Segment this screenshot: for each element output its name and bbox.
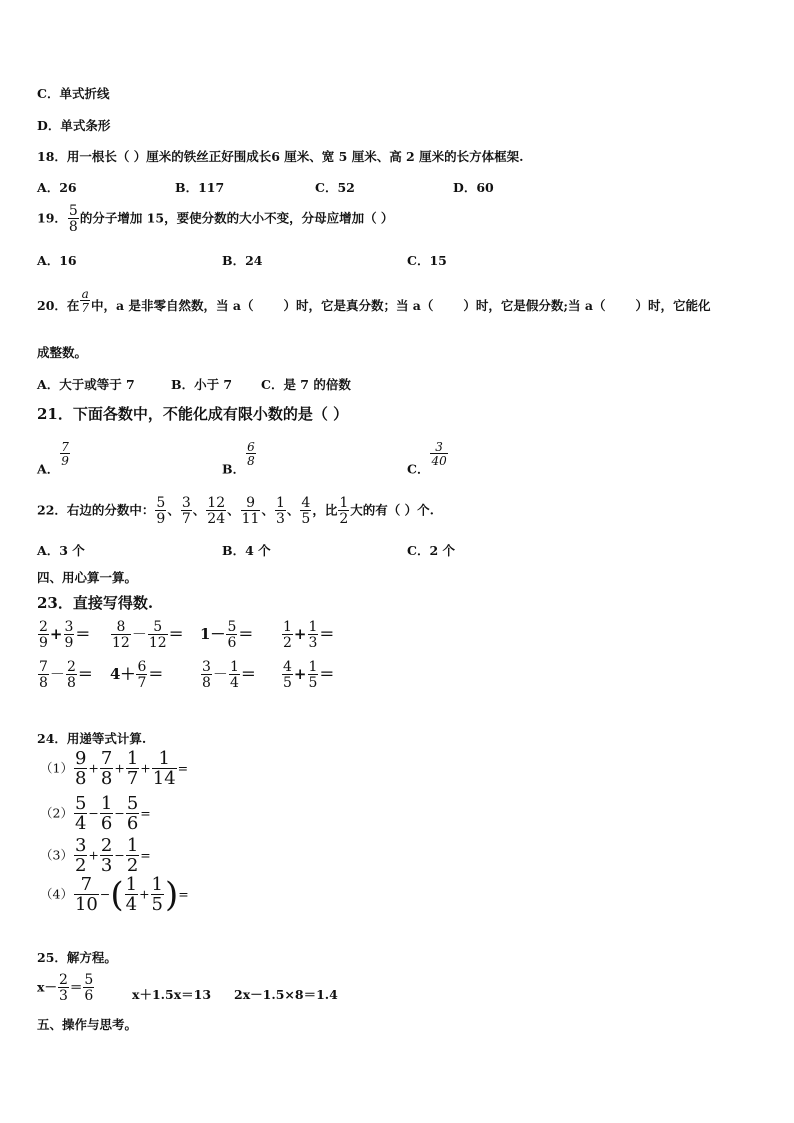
q24-expr-4: （4） $\frac{7}{10}$ −( $\frac{1}{4}$ + $\frac{1}{5}$ )=: [40, 874, 189, 915]
q24-title: 24．用递等式计算.: [37, 731, 147, 746]
q21-fraction-a: $\frac{7}{9}$: [61, 440, 69, 468]
q22-fraction-1: $\frac{5}{9}$: [156, 495, 166, 527]
q20-text-2: ）时，它是真分数；当 a（: [283, 298, 434, 313]
q20-option-b: B．小于 7: [171, 377, 233, 392]
q22-prefix: 22．右边的分数中：: [37, 502, 155, 518]
q21-fraction-c: $\frac{3}{40}$: [431, 440, 447, 468]
question-22: 22．右边的分数中： $\frac{5}{9}$ 、 $\frac{3}{7}$ 、 $\frac{12}{24}$ 、 $\frac{9}{11}$ 、 $\frac{1}{3}$ 、 $\frac{4}{5}$ ，比 $\frac{1}{2}$ 大的有（ ）个.: [37, 495, 434, 527]
section-4-heading: 四、用心算一算。: [37, 570, 138, 585]
q18-option-d: D．60: [453, 180, 494, 195]
option-c-line: C．单式折线: [37, 86, 110, 101]
q25-equation-3: 2x－1.5×8＝1.4: [234, 987, 338, 1002]
q23-expr-4: $\frac{1}{2}$ + $\frac{1}{3}$ ＝: [283, 619, 335, 651]
q22-suffix: 大的有（ ）个.: [350, 502, 434, 518]
q21-option-b: B． $\frac{6}{8}$: [222, 440, 255, 477]
q23-expr-3: 1－ $\frac{5}{6}$ ＝: [200, 619, 254, 651]
q20-text-3: ）时，它是假分数;当 a（: [463, 298, 606, 313]
q19-fraction: $\frac{5}{8}$: [68, 203, 78, 235]
section-5-heading: 五、操作与思考。: [37, 1017, 138, 1032]
q19-number: 19．: [37, 210, 67, 226]
q20-fraction: $\frac{a}{7}$: [81, 287, 90, 315]
q23-expr-7: $\frac{3}{8}$ － $\frac{1}{4}$ ＝: [202, 659, 256, 691]
q20-text-1: 中，a 是非零自然数，当 a（: [91, 298, 254, 313]
q18-option-c: C．52: [315, 180, 355, 195]
q19-option-b: B．24: [222, 253, 263, 268]
q22-option-c: C．2 个: [407, 543, 455, 558]
q22-half-fraction: $\frac{1}{2}$: [339, 495, 349, 527]
q19-text: 的分子增加 15，要使分数的大小不变，分母应增加（ ）: [79, 210, 394, 226]
question-19: [37, 204, 393, 234]
q21-fraction-b: $\frac{6}{8}$: [247, 440, 255, 468]
q22-fraction-5: $\frac{1}{3}$: [275, 495, 285, 527]
q20-continuation: 成整数。: [37, 345, 88, 360]
q23-expr-6: 4＋ $\frac{6}{7}$ ＝: [110, 659, 164, 691]
q21-option-c: C． $\frac{3}{40}$: [407, 440, 447, 477]
q22-fraction-3: $\frac{12}{24}$: [207, 495, 226, 527]
question-18: 18．用一根长（ ）厘米的铁丝正好围成长6 厘米、宽 5 厘米、高 2 厘米的长方体框架.: [37, 149, 524, 164]
q20-number: 20．在: [37, 298, 80, 313]
q19-option-c: C．15: [407, 253, 447, 268]
q23-title: 23．直接写得数.: [37, 594, 154, 612]
q22-option-b: B．4 个: [222, 543, 271, 558]
q23-expr-1: $\frac{2}{9}$ + $\frac{3}{9}$ ＝: [39, 619, 91, 651]
q23-expr-5: $\frac{7}{8}$ － $\frac{2}{8}$ ＝: [39, 659, 93, 691]
question-21: 21．下面各数中，不能化成有限小数的是（ ）: [37, 405, 349, 423]
q24-expr-3: （3） $\frac{3}{2}$ + $\frac{2}{3}$ − $\frac{1}{2}$ =: [40, 835, 151, 876]
option-d-line: D．单式条形: [37, 118, 111, 133]
q20-option-a: A．大于或等于 7: [37, 377, 135, 392]
q19-option-a: A．16: [37, 253, 77, 268]
q23-expr-2: $\frac{8}{12}$ － $\frac{5}{12}$ ＝: [112, 619, 184, 651]
q25-title: 25．解方程。: [37, 950, 117, 965]
q23-expr-8: $\frac{4}{5}$ + $\frac{1}{5}$ ＝: [283, 659, 335, 691]
q22-option-a: A．3 个: [37, 543, 85, 558]
q21-option-a: A． $\frac{7}{9}$: [37, 440, 69, 477]
q24-expr-2: （2） $\frac{5}{4}$ − $\frac{1}{6}$ − $\frac{5}{6}$ =: [40, 793, 151, 834]
q22-fraction-2: $\frac{3}{7}$: [181, 495, 191, 527]
q22-fraction-4: $\frac{9}{11}$: [241, 495, 260, 527]
q25-equation-2: x＋1.5x＝13: [132, 987, 212, 1002]
q18-option-a: A．26: [37, 180, 77, 195]
q22-fraction-6: $\frac{4}{5}$: [301, 495, 311, 527]
q20-option-c: C．是 7 的倍数: [261, 377, 351, 392]
q20-text-4: ）时，它能化: [635, 298, 711, 313]
q24-expr-1: （1） $\frac{9}{8}$ + $\frac{7}{8}$ + $\frac{1}{7}$ + $\frac{1}{14}$ =: [40, 748, 189, 789]
question-20: [37, 288, 711, 314]
q25-equation-1: x－ $\frac{2}{3}$ ＝ $\frac{5}{6}$: [37, 972, 94, 1004]
q18-option-b: B．117: [175, 180, 225, 195]
